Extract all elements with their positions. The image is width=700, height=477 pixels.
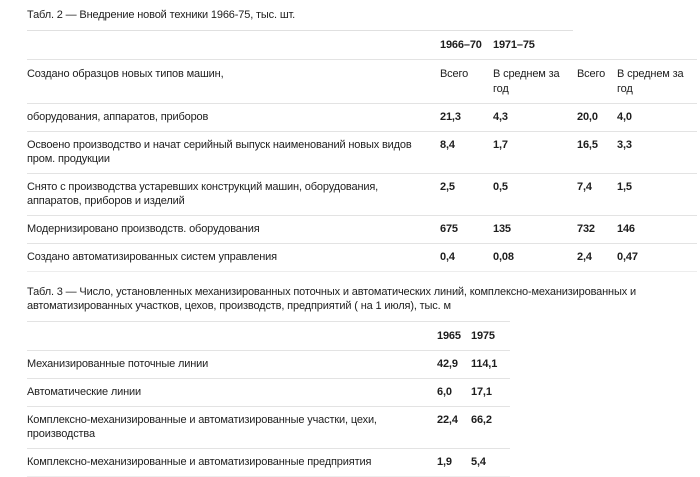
table3-year-header-row (27, 321, 510, 350)
row-value: 0,47 (617, 251, 638, 263)
table3-year-header-1965: 1965 (437, 330, 461, 342)
table2-year-header-1966-70: 1966–70 (440, 39, 482, 51)
table-row (27, 103, 697, 131)
row-value: 17,1 (471, 386, 492, 398)
table-row (27, 448, 510, 476)
table2-column-header-row (27, 59, 697, 103)
table2-year-spacer-cell (27, 31, 440, 59)
table-row (27, 378, 510, 406)
row-value: 146 (617, 223, 635, 235)
row-value: 3,3 (617, 139, 632, 151)
table2-header-label: Создано образцов новых типов машин, (27, 68, 224, 80)
table-row (27, 243, 697, 271)
row-value: 1,7 (493, 139, 508, 151)
row-label: Освоено производство и начат серийный выпуск наименований новых видов пром. продукции (27, 139, 412, 165)
row-value: 4,0 (617, 111, 632, 123)
row-value: 42,9 (437, 358, 458, 370)
row-label: Модернизировано производств. оборудования (27, 223, 260, 235)
table2-year-empty-cell (577, 31, 617, 59)
row-value: 0,5 (493, 181, 508, 193)
table2 (27, 30, 697, 272)
row-value: 2,5 (440, 181, 455, 193)
table3-year-spacer-cell (27, 322, 437, 350)
table2-header-total-1: Всего (440, 68, 469, 80)
table2-bottom-border (27, 271, 697, 272)
row-value: 675 (440, 223, 458, 235)
table2-year-empty-cell (617, 31, 697, 59)
row-value: 7,4 (577, 181, 592, 193)
row-value: 1,9 (437, 456, 452, 468)
table-row (27, 173, 697, 215)
table2-title: Табл. 2 — Внедрение новой техники 1966-75, тыс. шт. (27, 9, 296, 21)
row-value: 21,3 (440, 111, 461, 123)
table-row (27, 215, 697, 243)
row-value: 6,0 (437, 386, 452, 398)
row-value: 732 (577, 223, 595, 235)
table-row (27, 131, 697, 173)
table3-year-header-1975: 1975 (471, 330, 495, 342)
row-value: 0,08 (493, 251, 514, 263)
table2-year-header-row (27, 31, 697, 59)
table2-header-avg-per-year-2: В среднем за год (617, 68, 684, 95)
row-label: Комплексно-механизированные и автоматизированные предприятия (27, 456, 372, 468)
row-value: 4,3 (493, 111, 508, 123)
row-value: 16,5 (577, 139, 598, 151)
row-label: Автоматические линии (27, 386, 141, 398)
row-label: Снято с производства устаревших конструкций машин, оборудования, аппаратов, приборов и изделий (27, 181, 379, 207)
table3-title: Табл. 3 — Число, установленных механизированных поточных и автоматических линий, комплексно-механизированных и автоматизированных участков, цехов, производств, предприятий ( на 1 июля), тыс. м (27, 286, 636, 312)
row-value: 135 (493, 223, 511, 235)
row-label: Механизированные поточные линии (27, 358, 209, 370)
row-value: 20,0 (577, 111, 598, 123)
table3 (27, 321, 510, 477)
table2-header-avg-per-year-1: В среднем за год (493, 68, 560, 95)
table2-header-total-2: Всего (577, 68, 606, 80)
row-label: оборудования, аппаратов, приборов (27, 111, 209, 123)
row-value: 66,2 (471, 414, 492, 426)
row-value: 0,4 (440, 251, 455, 263)
table2-year-header-1971-75: 1971–75 (493, 39, 535, 51)
row-value: 2,4 (577, 251, 592, 263)
table-row (27, 350, 510, 378)
row-value: 114,1 (471, 358, 498, 370)
row-value: 1,5 (617, 181, 632, 193)
table-row (27, 406, 510, 448)
row-value: 5,4 (471, 456, 486, 468)
row-label: Создано автоматизированных систем управления (27, 251, 277, 263)
row-value: 8,4 (440, 139, 455, 151)
row-label: Комплексно-механизированные и автоматизированные участки, цехи, производства (27, 414, 377, 440)
row-value: 22,4 (437, 414, 458, 426)
